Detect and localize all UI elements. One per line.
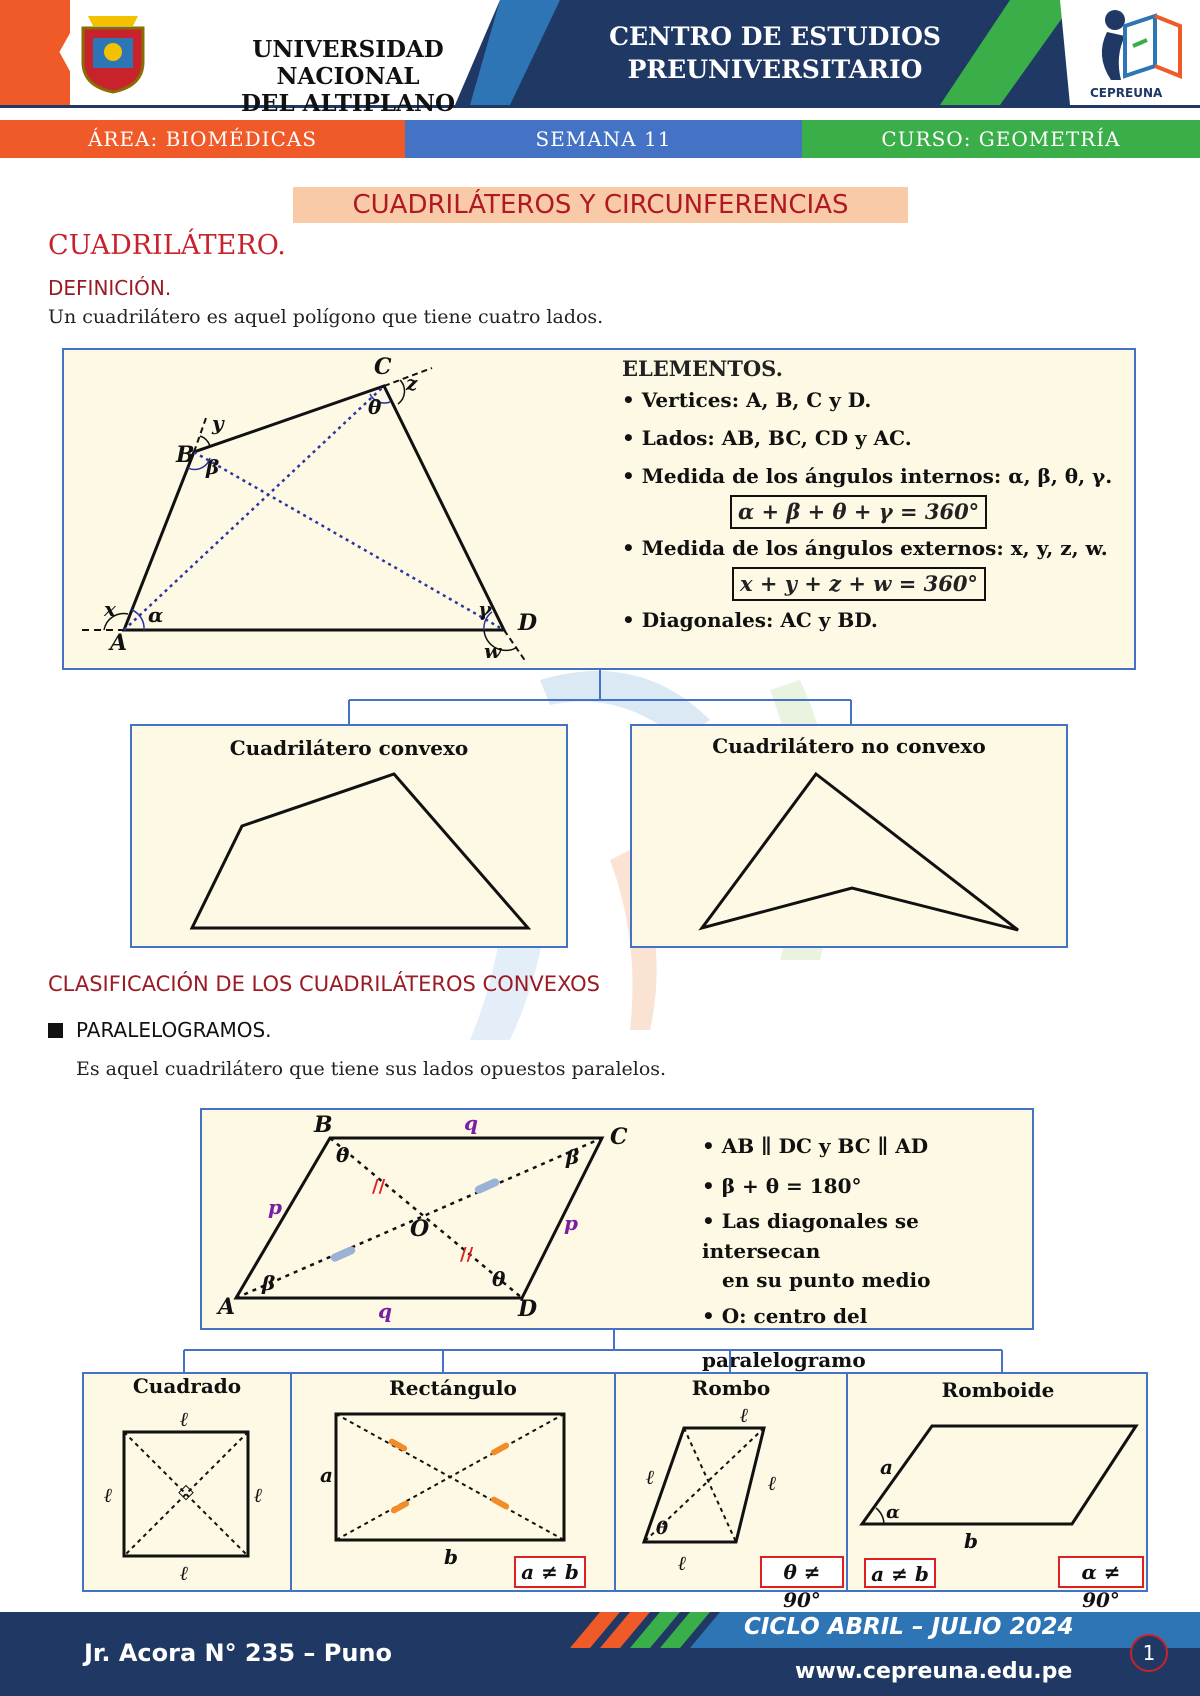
- prop-diagonals-2: en su punto medio: [722, 1268, 931, 1292]
- prop-parallel: • AB ∥ DC y BC ∥ AD: [702, 1134, 929, 1158]
- element-diagonals: • Diagonales: AC y BD.: [622, 608, 878, 632]
- label-alpha: α: [148, 603, 164, 627]
- parallelogram-box: [200, 1108, 1034, 1372]
- pg-label-q1: q: [464, 1111, 478, 1135]
- rhomboid-side-a: a: [880, 1455, 893, 1479]
- pg-label-d: D: [518, 1296, 538, 1322]
- parallelogram-text: Es aquel cuadrilátero que tiene sus lados opuestos paralelos.: [76, 1058, 667, 1080]
- pg-label-q2: q: [378, 1299, 392, 1323]
- square-title: Cuadrado: [132, 1374, 242, 1398]
- elements-title: ELEMENTOS.: [622, 356, 783, 381]
- convex-box: [130, 724, 568, 948]
- label-gamma: γ: [478, 597, 492, 621]
- element-external-angles: • Medida de los ángulos externos: x, y, z, w.: [622, 536, 1108, 560]
- rhombus-title: Rombo: [691, 1376, 771, 1400]
- nonconvex-box: [630, 724, 1068, 948]
- pg-label-theta2: θ: [492, 1267, 506, 1291]
- rhombus-side-right: ℓ: [768, 1471, 777, 1495]
- pg-label-p1: p: [268, 1195, 282, 1219]
- pg-label-c: C: [610, 1124, 628, 1150]
- definition-heading: DEFINICIÓN.: [48, 276, 172, 300]
- tree-connector-2: [0, 1328, 1200, 1374]
- rhombus-side-bottom: ℓ: [678, 1551, 687, 1575]
- rhombus-side-top: ℓ: [740, 1403, 749, 1427]
- university-logo: [78, 10, 148, 94]
- page-title: CUADRILÁTEROS Y CIRCUNFERENCIAS: [293, 187, 908, 223]
- label-d: D: [518, 610, 538, 636]
- rhomboid-side-b: b: [964, 1529, 978, 1553]
- tree-connector: [0, 668, 1200, 726]
- center-name: CENTRO DE ESTUDIOS PREUNIVERSITARIO: [609, 22, 941, 84]
- footer-address: Jr. Acora N° 235 – Puno: [84, 1639, 392, 1667]
- rhomboid-title: Romboide: [941, 1378, 1055, 1402]
- square-side-bottom: ℓ: [180, 1561, 189, 1585]
- nonconvex-title: Cuadrilátero no convexo: [712, 734, 986, 758]
- formula-external: x + y + z + w = 360°: [732, 567, 986, 601]
- elements-list: [622, 356, 1122, 639]
- square-side-left: ℓ: [104, 1483, 113, 1507]
- svg-text://: //: [372, 1176, 386, 1197]
- label-y: y: [212, 411, 224, 435]
- svg-text://: //: [460, 1244, 474, 1265]
- nonconvex-figure: [632, 726, 1066, 946]
- types-figures: [84, 1374, 1146, 1590]
- label-c: C: [374, 354, 392, 380]
- rectangle-title: Rectángulo: [389, 1376, 517, 1400]
- square-side-top: ℓ: [180, 1407, 189, 1431]
- footer-cycle: CICLO ABRIL – JULIO 2024: [744, 1614, 1074, 1640]
- pg-label-theta1: θ: [336, 1143, 350, 1167]
- label-w: w: [484, 639, 502, 663]
- cepreuna-logo: [1085, 6, 1185, 84]
- elements-box: [62, 348, 1136, 670]
- rectangle-note: a ≠ b: [514, 1556, 586, 1588]
- definition-text: Un cuadrilátero es aquel polígono que tiene cuatro lados.: [48, 306, 604, 328]
- square-side-right: ℓ: [254, 1483, 263, 1507]
- pg-label-b: B: [314, 1112, 333, 1138]
- cepreuna-label: CEPREUNA: [1090, 86, 1163, 100]
- footer-website[interactable]: www.cepreuna.edu.pe: [795, 1659, 1073, 1684]
- types-box: [82, 1372, 1148, 1612]
- pg-label-p2: p: [564, 1211, 578, 1235]
- label-theta: θ: [368, 395, 382, 419]
- prop-diagonals: • Las diagonales se intersecan: [702, 1209, 919, 1263]
- rect-side-a: a: [320, 1463, 333, 1487]
- convex-title: Cuadrilátero convexo: [229, 736, 469, 760]
- label-beta: β: [206, 455, 220, 479]
- parallelogram-heading: PARALELOGRAMOS.: [76, 1018, 272, 1042]
- rhombus-theta: θ: [656, 1518, 669, 1539]
- rhombus-note: θ ≠ 90°: [760, 1556, 844, 1588]
- rhomboid-note-1: a ≠ b: [864, 1558, 936, 1588]
- rect-side-b: b: [444, 1545, 458, 1569]
- element-sides: • Lados: AB, BC, CD y AC.: [622, 426, 912, 450]
- label-z: z: [406, 371, 418, 395]
- page-number: 1: [1130, 1634, 1168, 1672]
- prop-sum: • β + θ = 180°: [702, 1174, 862, 1198]
- label-b: B: [176, 442, 195, 468]
- rhombus-side-left: ℓ: [646, 1465, 655, 1489]
- pg-label-o: O: [410, 1216, 430, 1242]
- parallelogram-figure: [202, 1110, 682, 1328]
- course-band: CURSO: GEOMETRÍA: [802, 120, 1200, 158]
- pg-label-a: A: [218, 1294, 236, 1320]
- convex-figure: [132, 726, 566, 946]
- element-internal-angles: • Medida de los ángulos internos: α, β, θ, γ.: [622, 464, 1113, 488]
- square-bullet: [48, 1023, 63, 1038]
- quadrilateral-figure: [64, 350, 664, 668]
- label-a: A: [110, 630, 128, 656]
- rhomboid-note-2: α ≠ 90°: [1058, 1556, 1144, 1588]
- area-band: ÁREA: BIOMÉDICAS: [0, 120, 405, 158]
- label-x: x: [104, 597, 116, 621]
- pg-label-beta2: β: [566, 1145, 580, 1169]
- section-heading: CUADRILÁTERO.: [48, 230, 286, 261]
- university-name: UNIVERSIDAD NACIONAL DEL ALTIPLANO: [240, 36, 456, 117]
- rhomboid-alpha: α: [886, 1502, 900, 1523]
- prop-center: • O: centro del paralelogramo: [702, 1304, 868, 1372]
- classification-heading: CLASIFICACIÓN DE LOS CUADRILÁTEROS CONVEXOS: [48, 972, 600, 996]
- week-band: SEMANA 11: [405, 120, 802, 158]
- element-vertices: • Vertices: A, B, C y D.: [622, 388, 872, 412]
- formula-internal: α + β + θ + γ = 360°: [730, 495, 987, 529]
- pg-label-beta1: β: [262, 1271, 276, 1295]
